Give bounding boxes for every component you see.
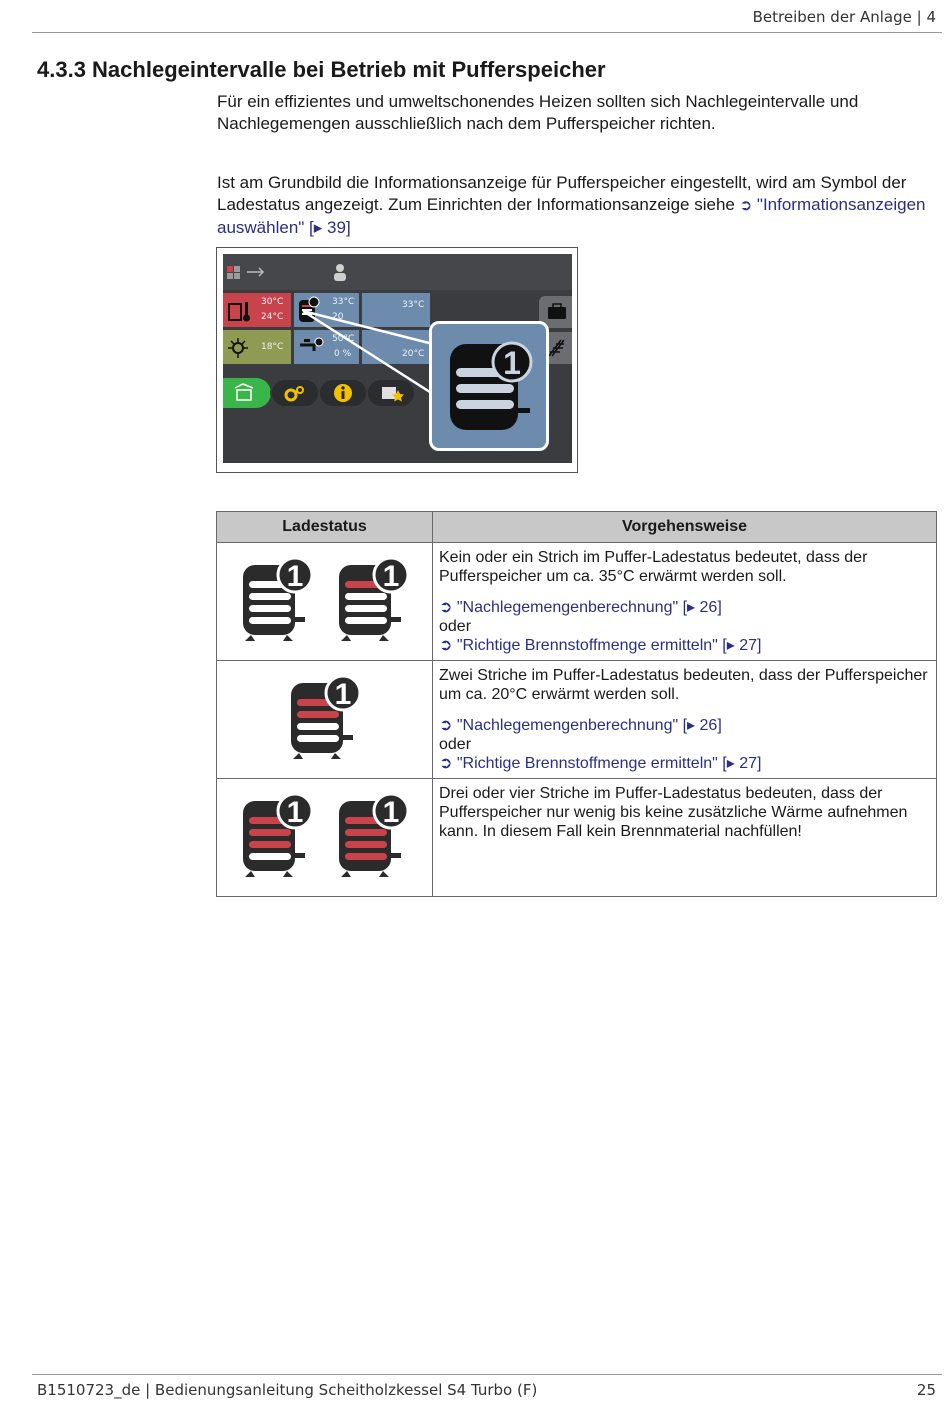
tile-hw-t1: 50°C (332, 334, 355, 344)
xref-page: 27] (739, 637, 762, 654)
xref-link-label: "Nachlegemengenberechnung" [ (456, 717, 688, 734)
status-icons-cell (217, 661, 433, 779)
display-screen (223, 254, 572, 463)
buffer-status-icon (237, 553, 317, 645)
tile-boiler-t1: 30°C (261, 297, 284, 307)
xref-link-label: "Nachlegemengenberechnung" [ (456, 599, 688, 616)
info-paragraph-text: Ist am Grundbild die Informationsanzeige für Pufferspeicher eingestellt, wird am Symbol der Ladestatus angezeigt. Zum Einrichten der Informationsanzeige siehe (217, 173, 907, 214)
section-title: 4.3.3 Nachlegeintervalle bei Betrieb mit Pufferspeicher (37, 57, 606, 82)
header-rule (32, 32, 942, 33)
xref-link-label: "Richtige Brennstoffmenge ermitteln" [ (456, 755, 727, 772)
badge-number: 1 (382, 560, 399, 593)
buffer-status-icon-wrap (237, 789, 317, 886)
xref-arrow-icon: ➲ (439, 717, 457, 734)
table-row (217, 543, 937, 661)
xref-page: 27] (739, 755, 762, 772)
procedure-text: Zwei Striche im Puffer-Ladestatus bedeuten, dass der Pufferspeicher um ca. 20°C erwärmt werden soll. (439, 667, 928, 703)
footer-rule (32, 1374, 942, 1375)
badge-number: 1 (286, 796, 303, 829)
buffer-status-icon (333, 789, 413, 881)
xref-link-calculation[interactable] (439, 598, 930, 617)
table-header-row (217, 512, 937, 543)
procedure-cell (433, 779, 937, 897)
tile-outdoor-t1: 18°C (261, 342, 284, 352)
xref-arrow-icon: ➲ (439, 755, 457, 772)
page-pointer-icon: ▸ (726, 637, 740, 654)
page-pointer-icon: ▸ (687, 599, 700, 616)
page-pointer-icon: ▸ (687, 717, 700, 734)
xref-arrow-icon: ➲ (439, 637, 457, 654)
badge-number: 1 (334, 678, 351, 711)
xref-arrow-icon: ➲ (739, 197, 753, 214)
running-header: Betreiben der Anlage | 4 (752, 8, 936, 26)
intro-paragraph: Für ein effizientes und umweltschonendes Heizen sollten sich Nachlegeintervalle und Nachlegemengen ausschließlich nach dem Pufferspeicher richten. (217, 92, 859, 133)
tile-c2-t1: 20°C (402, 349, 425, 359)
buffer-status-icon-wrap (285, 671, 365, 768)
tile-hc-t1: 33°C (402, 300, 425, 310)
xref-link-fuel-amount[interactable] (439, 636, 930, 655)
table-row (217, 661, 937, 779)
procedure-cell (433, 543, 937, 661)
xref-arrow-icon: ➲ (439, 599, 457, 616)
zoom-callout (429, 321, 549, 451)
procedure-cell (433, 661, 937, 779)
status-icons-cell (217, 779, 433, 897)
footer-doc-id: B1510723_de | Bedienungsanleitung Scheitholzkessel S4 Turbo (F) (37, 1381, 538, 1399)
tile-boiler-t2: 24°C (261, 312, 284, 322)
buffer-status-icon-wrap (333, 789, 413, 886)
buffer-status-icon-wrap (237, 553, 317, 650)
xref-page: 39] (327, 218, 351, 237)
badge-number: 1 (286, 560, 303, 593)
buffer-large-icon (432, 324, 546, 448)
xref-link-calculation[interactable] (439, 716, 930, 735)
xref-page: 26] (699, 717, 722, 734)
display-screenshot (216, 247, 578, 473)
tile-buffer-t1: 33°C (332, 297, 355, 307)
procedure-text: Drei oder vier Striche im Puffer-Ladestatus bedeuten, dass der Pufferspeicher nur wenig bis keine zusätzliche Wärme aufnehmen kann. In diesem Fall kein Brennmaterial nachfüllen! (439, 785, 908, 840)
tile-buffer-t2: 20 (332, 312, 344, 322)
zoom-badge-number: 1 (503, 345, 521, 381)
page-pointer-icon: ▸ (726, 755, 740, 772)
or-text: oder (439, 618, 472, 635)
procedure-text: Kein oder ein Strich im Puffer-Ladestatus bedeutet, dass der Pufferspeicher um ca. 35°C erwärmt werden soll. (439, 549, 868, 585)
status-icons-cell (217, 543, 433, 661)
badge-number: 1 (382, 796, 399, 829)
xref-page: 26] (699, 599, 722, 616)
buffer-status-icon (333, 553, 413, 645)
buffer-status-icon-wrap (333, 553, 413, 650)
buffer-status-icon (285, 671, 365, 763)
or-text: oder (439, 736, 472, 753)
xref-link-label: "Informationsanzeigen auswählen" [ (217, 195, 926, 237)
page-pointer-icon: ▸ (313, 218, 328, 237)
buffer-status-icon (237, 789, 317, 881)
page-number: 25 (916, 1381, 936, 1399)
col-header-status: Ladestatus (217, 512, 433, 543)
xref-link-label: "Richtige Brennstoffmenge ermitteln" [ (456, 637, 727, 654)
xref-link-fuel-amount[interactable] (439, 754, 930, 773)
col-header-procedure: Vorgehensweise (433, 512, 937, 543)
table-row (217, 779, 937, 897)
charge-status-table (216, 511, 937, 897)
tile-hw-t2: 0 % (334, 349, 352, 359)
info-paragraph (217, 172, 932, 239)
